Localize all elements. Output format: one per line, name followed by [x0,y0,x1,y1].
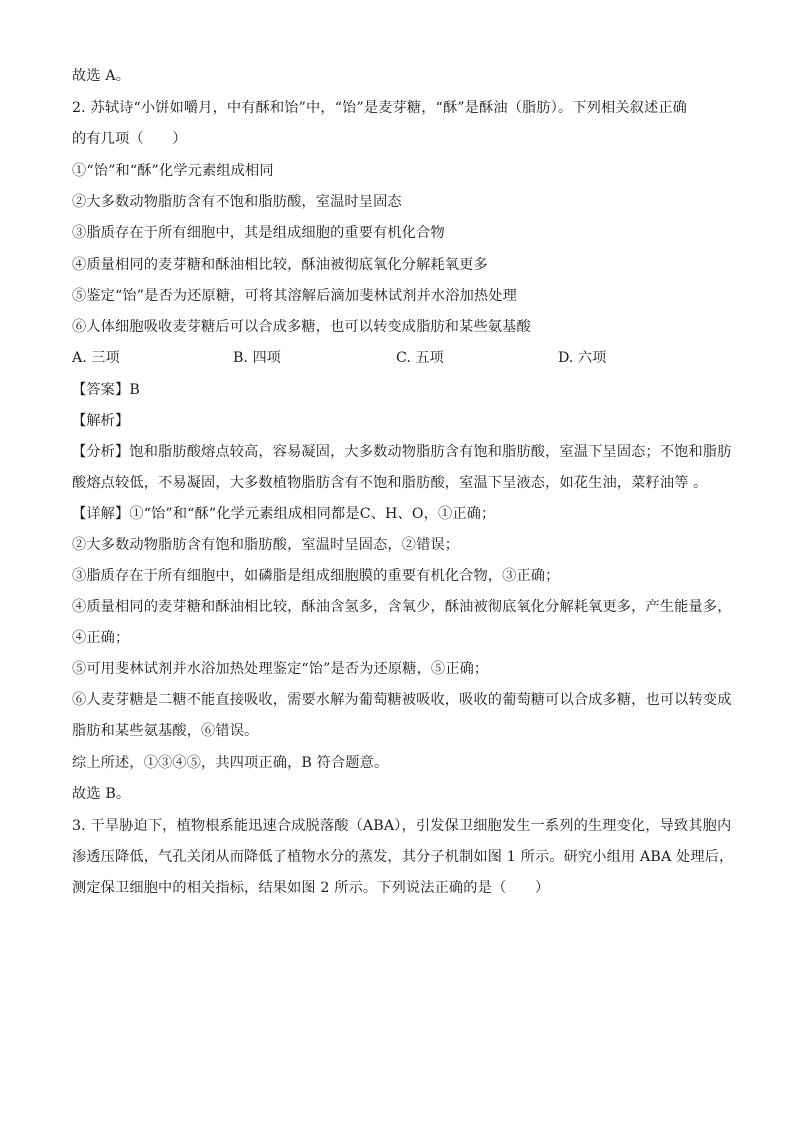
option-a: A. 三项 [72,350,120,366]
option-b: B. 四项 [233,350,281,366]
question-3-stem-cont: 渗透压降低，气孔关闭从而降低了植物水分的蒸发，其分子机制如图 1 所示。研究小组用 ABA 处理后， [72,849,734,865]
summary-line: 综上所述，①③④⑤，共四项正确，B 符合题意。 [72,755,389,771]
statement-1: ①“饴”和“酥”化学元素组成相同 [72,163,274,179]
detail-line-1: 【详解】①“饴”和“酥”化学元素组成相同都是C、H、O，①正确； [72,506,496,522]
option-d: D. 六项 [558,350,607,366]
question-2-stem: 2. 苏轼诗“小饼如嚼月，中有酥和饴”中，“饴”是麦芽糖，“酥”是酥油（脂肪）。下列相关叙述正确 [72,100,687,116]
statement-6: ⑥人体细胞吸收麦芽糖后可以合成多糖，也可以转变成脂肪和某些氨基酸 [72,319,531,335]
detail-line-6: ⑥人麦芽糖是二糖不能直接吸收，需要水解为葡萄糖被吸收，吸收的葡萄糖可以合成多糖，也可以转变成 [72,692,732,708]
question-3-stem-cont-2: 测定保卫细胞中的相关指标，结果如图 2 所示。下列说法正确的是（ ） [72,880,550,896]
detail-line-3: ③脂质存在于所有细胞中，如磷脂是组成细胞膜的重要有机化合物，③正确； [72,568,560,584]
statement-4: ④质量相同的麦芽糖和酥油相比较，酥油被彻底氧化分解耗氧更多 [72,257,488,273]
detail-line-4-cont: ④正确； [72,630,130,646]
detail-line-4: ④质量相同的麦芽糖和酥油相比较，酥油含氢多，含氧少，酥油被彻底氧化分解耗氧更多，产生能量多， [72,599,732,615]
analysis-text-cont: 酸熔点较低，不易凝固，大多数植物脂肪含有不饱和脂肪酸，室温下呈液态，如花生油，菜籽油等 。 [72,475,708,491]
statement-5: ⑤鉴定“饴”是否为还原糖，可将其溶解后滴加斐林试剂并水浴加热处理 [72,288,517,304]
question-3-stem: 3. 干旱胁迫下，植物根系能迅速合成脱落酸（ABA），引发保卫细胞发生一系列的生理变化，导致其胞内 [72,818,732,834]
detail-line-6-cont: 脂肪和某些氨基酸，⑥错误。 [72,723,259,739]
question-2-stem-cont: 的有几项（ ） [72,131,187,147]
text-line: 故选 A。 [72,68,131,84]
analysis-heading: 【解析】 [72,413,130,429]
answer-label: 【答案】B [72,382,140,398]
detail-line-2: ②大多数动物脂肪含有饱和脂肪酸，室温时呈固态，②错误； [72,537,460,553]
analysis-text: 【分析】饱和脂肪酸熔点较高，容易凝固，大多数动物脂肪含有饱和脂肪酸，室温下呈固态；不饱和脂肪 [72,444,732,460]
conclusion-line: 故选 B。 [72,786,131,802]
statement-3: ③脂质存在于所有细胞中，其是组成细胞的重要有机化合物 [72,225,445,241]
option-c: C. 五项 [396,350,444,366]
statement-2: ②大多数动物脂肪含有不饱和脂肪酸，室温时呈固态 [72,194,402,210]
detail-line-5: ⑤可用斐林试剂并水浴加热处理鉴定“饴”是否为还原糖，⑤正确； [72,661,489,677]
